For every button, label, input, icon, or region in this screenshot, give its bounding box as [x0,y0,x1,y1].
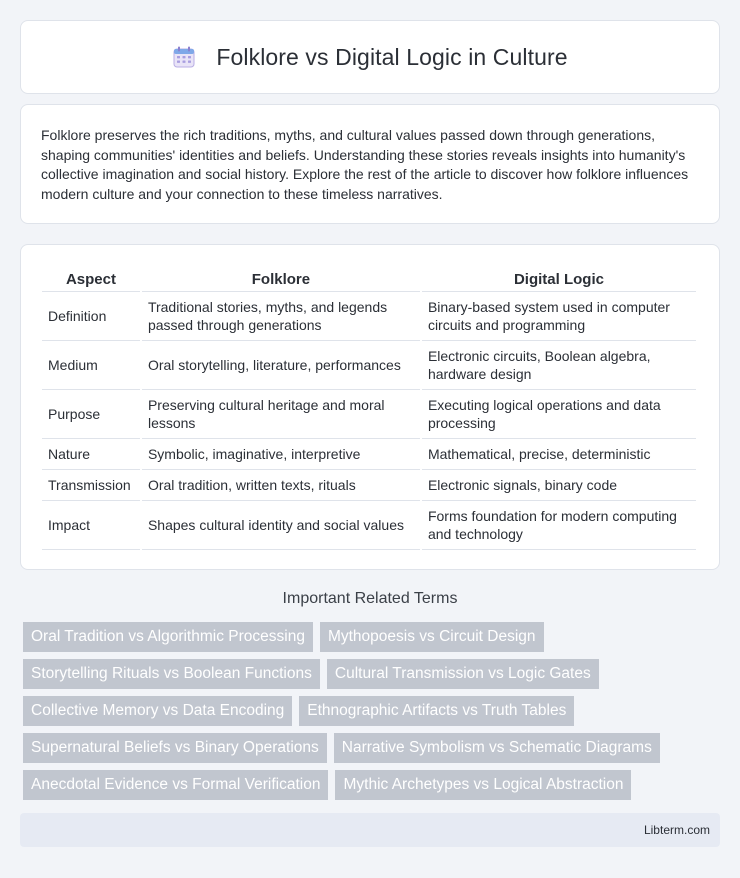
table-row [42,439,696,470]
column-header-aspect: Aspect [42,261,140,292]
table-row [42,470,696,501]
related-term-link[interactable]: Ethnographic Artifacts vs Truth Tables [299,696,574,726]
column-header-digital-logic: Digital Logic [422,261,696,292]
table-cell: Shapes cultural identity and social values [142,501,420,550]
intro-text: Folklore preserves the rich traditions, myths, and cultural values passed down through generations, shaping communities' identities and beliefs. Understanding these stories reveals insights into humanity's collective imagination and social history. Explore the rest of the article to discover how folklore influences modern culture and your connection to these timeless narratives. [41,127,689,202]
footer-site-link[interactable]: Libterm.com [643,823,710,837]
table-row [42,390,696,439]
table-cell: Definition [42,292,140,341]
table-cell: Transmission [42,470,140,501]
related-terms-heading: Important Related Terms [282,590,458,607]
table-cell: Binary-based system used in computer circuits and programming [422,292,696,341]
related-term-link[interactable]: Anecdotal Evidence vs Formal Verification [23,770,328,800]
table-row [42,292,696,341]
table-row [42,341,696,390]
related-term-link[interactable]: Storytelling Rituals vs Boolean Functions [23,659,320,689]
table-cell: Medium [42,341,140,390]
table-cell: Oral tradition, written texts, rituals [142,470,420,501]
related-term-link[interactable]: Cultural Transmission vs Logic Gates [327,659,599,689]
column-header-folklore: Folklore [142,261,420,292]
table-row [42,501,696,550]
related-term-link[interactable]: Oral Tradition vs Algorithmic Processing [23,622,313,652]
table-cell: Nature [42,439,140,470]
table-cell: Impact [42,501,140,550]
table-cell: Oral storytelling, literature, performances [142,341,420,390]
calendar-icon [172,45,196,69]
comparison-table-card [20,244,720,570]
table-header-row [42,261,696,292]
table-cell: Purpose [42,390,140,439]
related-term-link[interactable]: Mythopoesis vs Circuit Design [320,622,544,652]
related-terms-list [23,622,723,800]
table-cell: Executing logical operations and data processing [422,390,696,439]
table-cell: Mathematical, precise, deterministic [422,439,696,470]
table-cell: Forms foundation for modern computing and technology [422,501,696,550]
intro-card [20,104,720,224]
footer [20,813,720,847]
related-term-link[interactable]: Supernatural Beliefs vs Binary Operations [23,733,327,763]
title-wrap [172,44,567,71]
related-term-link[interactable]: Mythic Archetypes vs Logical Abstraction [335,770,631,800]
table-cell: Preserving cultural heritage and moral lessons [142,390,420,439]
table-cell: Electronic signals, binary code [422,470,696,501]
header-card [20,20,720,94]
table-cell: Electronic circuits, Boolean algebra, hardware design [422,341,696,390]
related-term-link[interactable]: Collective Memory vs Data Encoding [23,696,292,726]
comparison-table [40,261,698,550]
page-title: Folklore vs Digital Logic in Culture [216,43,568,70]
related-term-link[interactable]: Narrative Symbolism vs Schematic Diagrams [334,733,660,763]
table-cell: Traditional stories, myths, and legends passed through generations [142,292,420,341]
table-cell: Symbolic, imaginative, interpretive [142,439,420,470]
